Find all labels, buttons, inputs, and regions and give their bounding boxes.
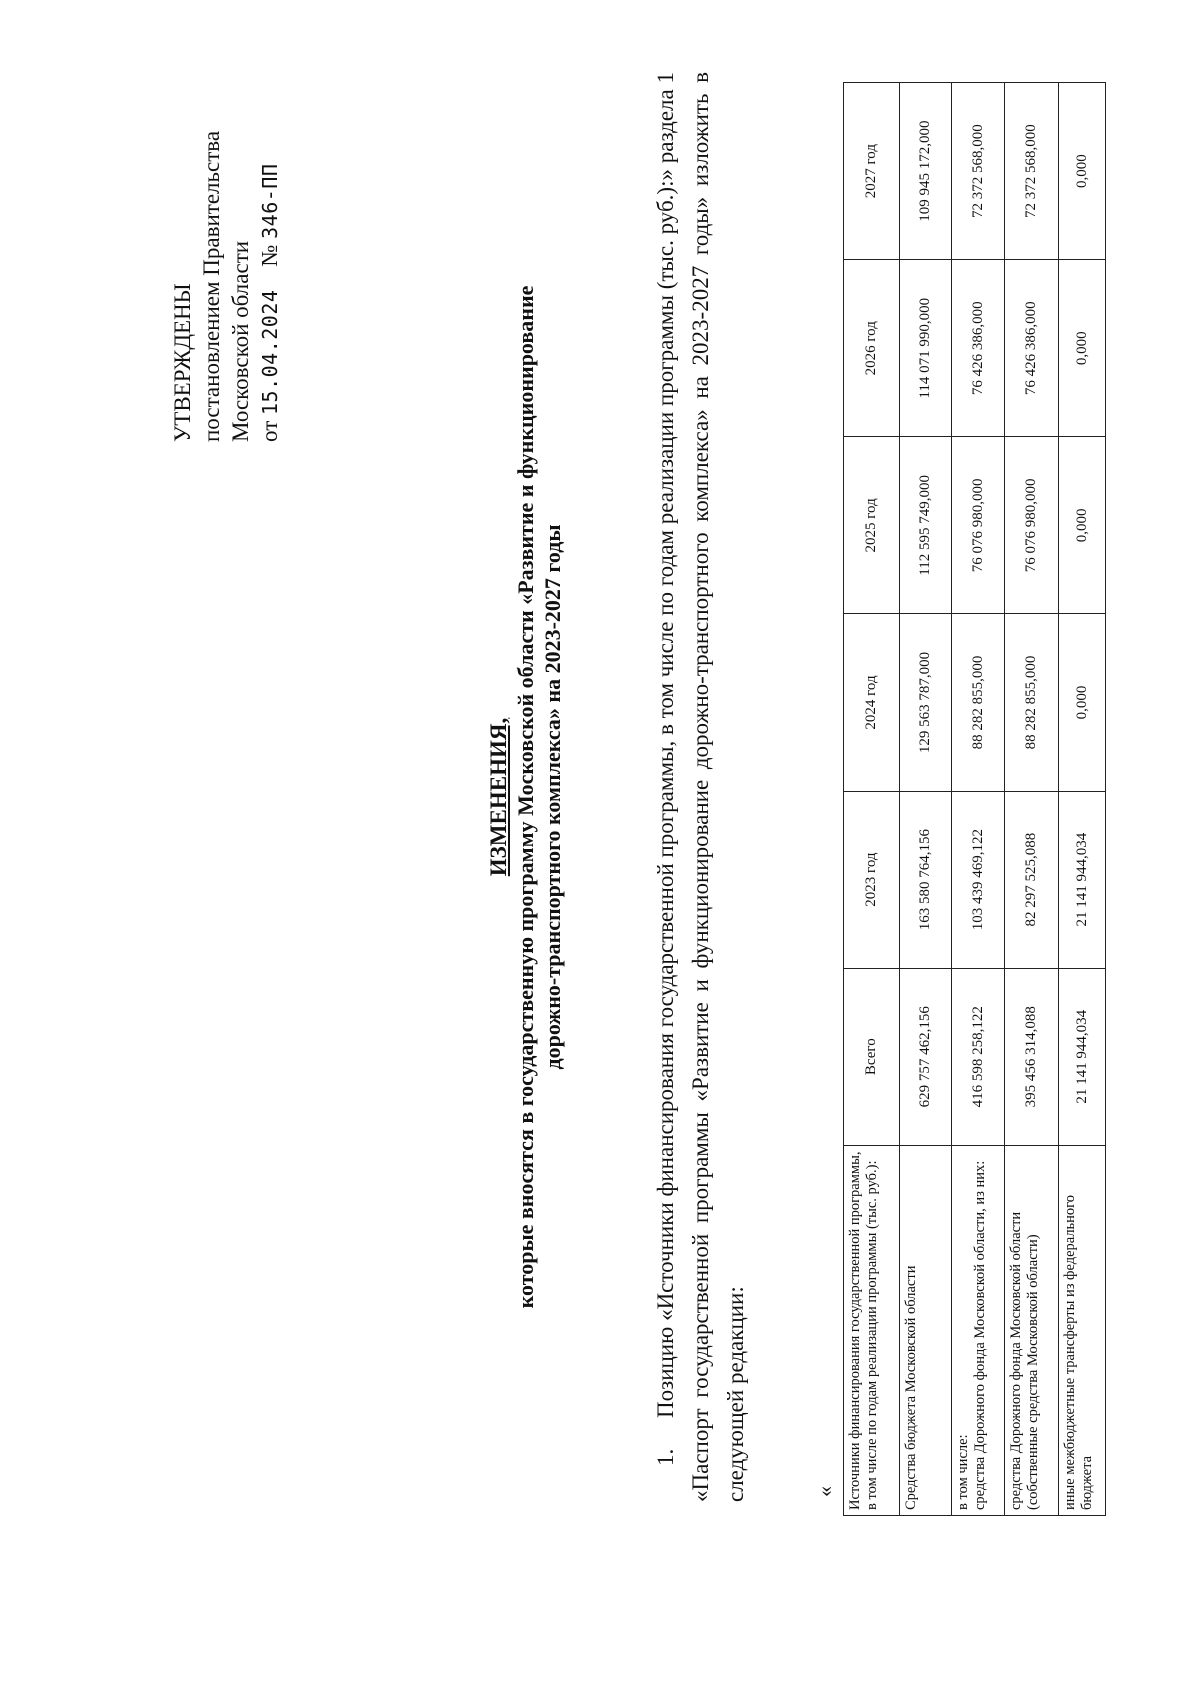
table-cell: 0,000	[1059, 260, 1106, 437]
table-cell: 112 595 749,000	[900, 437, 952, 614]
table-cell: 88 282 855,000	[1005, 614, 1059, 791]
table-header-cell: 2026 год	[844, 260, 900, 437]
row-label-prefix: в том числе:	[955, 1434, 971, 1510]
document-heading: ИЗМЕНЕНИЯ,	[486, 717, 511, 877]
document-title-line1: которые вносятся в государственную программу Московской области «Развитие и функционирование	[513, 285, 538, 1309]
table-cell: 76 076 980,000	[1005, 437, 1059, 614]
table-header-cell: 2023 год	[844, 791, 900, 968]
table-cell: 0,000	[1059, 437, 1106, 614]
table-cell: 416 598 258,122	[952, 968, 1005, 1145]
table-cell: 76 426 386,000	[952, 260, 1005, 437]
approval-date: 15.04.2024	[258, 289, 282, 415]
row-label: средства Дорожного фонда Московской области (собственные средства Московской области)	[1005, 1145, 1059, 1515]
table-cell: 109 945 172,000	[900, 83, 952, 260]
approval-line2: Московской области	[228, 240, 253, 442]
approval-number-prefix: №	[257, 244, 282, 267]
row-label: Средства бюджета Московской области	[900, 1145, 952, 1515]
financing-table	[843, 82, 1106, 1516]
table-cell: 21 141 944,034	[1059, 968, 1106, 1145]
table-cell: 163 580 764,156	[900, 791, 952, 968]
approval-date-prefix: от	[257, 420, 282, 442]
paragraph-number: 1.	[653, 1448, 678, 1466]
table-header-cell: 2025 год	[844, 437, 900, 614]
paragraph-1	[648, 72, 753, 1502]
table-row	[900, 83, 952, 1516]
table-header-cell: 2024 год	[844, 614, 900, 791]
table-cell: 129 563 787,000	[900, 614, 952, 791]
document-title	[485, 77, 566, 1517]
approval-block	[168, 131, 285, 442]
table-cell: 0,000	[1059, 83, 1106, 260]
row-label-text: средства Дорожного фонда Московской области, из них:	[972, 1160, 988, 1510]
row-label: иные межбюджетные трансферты из федерального бюджета	[1059, 1145, 1106, 1515]
table-cell: 0,000	[1059, 614, 1106, 791]
approval-date-line	[255, 131, 285, 442]
table-row	[1005, 83, 1059, 1516]
table-header-cell: Всего	[844, 968, 900, 1145]
open-quote: «	[812, 1486, 837, 1497]
paragraph-text: Позицию «Источники финансирования государственной программы, в том числе по годам реализации программы (тыс. руб.):» раздела 1 «Паспорт государственной программы «Развитие и функционирование дорожно-транспортного комплекса» на 2023-2027 годы» изложить в следующей редакции:	[653, 72, 748, 1502]
table-cell: 629 757 462,156	[900, 968, 952, 1145]
row-label	[952, 1145, 1005, 1515]
table-header-cell: 2027 год	[844, 83, 900, 260]
table-row	[952, 83, 1005, 1516]
table-cell: 82 297 525,088	[1005, 791, 1059, 968]
table-header-label: Источники финансирования государственной программы, в том числе по годам реализации программы (тыс. руб.):	[844, 1145, 900, 1515]
table-header-row	[844, 83, 900, 1516]
table-cell: 395 456 314,088	[1005, 968, 1059, 1145]
approval-line1: постановлением Правительства	[199, 130, 224, 442]
table-cell: 103 439 469,122	[952, 791, 1005, 968]
table-cell: 76 076 980,000	[952, 437, 1005, 614]
table-cell: 76 426 386,000	[1005, 260, 1059, 437]
approval-title: УТВЕРЖДЕНЫ	[170, 283, 195, 442]
table-cell: 114 071 990,000	[900, 260, 952, 437]
table-cell: 21 141 944,034	[1059, 791, 1106, 968]
table-cell: 88 282 855,000	[952, 614, 1005, 791]
approval-number: 346-ПП	[258, 163, 282, 239]
table-row	[1059, 83, 1106, 1516]
document-title-line2: дорожно-транспортного комплекса» на 2023-2027 годы	[540, 524, 565, 1070]
table-cell: 72 372 568,000	[952, 83, 1005, 260]
table-cell: 72 372 568,000	[1005, 83, 1059, 260]
